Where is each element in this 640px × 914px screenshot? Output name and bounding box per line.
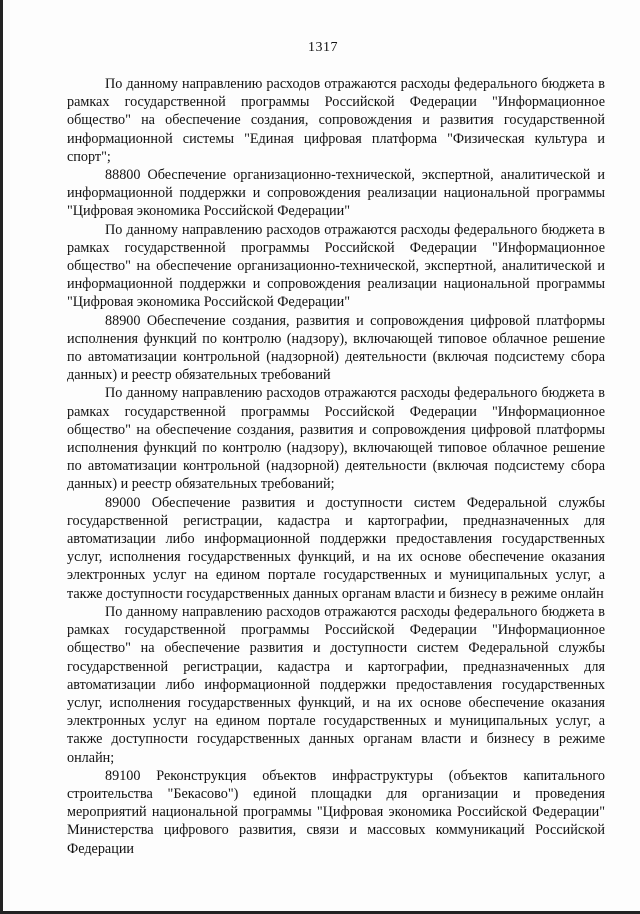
paragraph: По данному направлению расходов отражаются расходы федерального бюджета в рамках государственной программы Российской Федерации "Информационное общество" на обеспечение создания, развития и сопровождения цифровой платформы исполнения функций по контролю (надзору), включающей типовое облачное решение по автоматизации контрольной (надзорной) деятельности (включая подсистему сбора данных) и реестр обязательных требований; — [67, 385, 605, 493]
paragraph: 89000 Обеспечение развития и доступности систем Федеральной службы государственной регистрации, кадастра и картографии, предназначенных для автоматизации либо информационной поддержки предоставления государственных услуг, исполнения государственных функций, и на их основе обеспечение оказания электронных услуг на едином портале государственных и муниципальных услуг, а также доступности государственных данных органам власти и бизнесу в режиме онлайн — [67, 494, 605, 602]
paragraph: 88800 Обеспечение организационно-технической, экспертной, аналитической и информационной поддержки и сопровождения реализации национальной программы "Цифровая экономика Российской Федерации" — [67, 167, 605, 220]
paragraph: По данному направлению расходов отражаются расходы федерального бюджета в рамках государственной программы Российской Федерации "Информационное общество" на обеспечение развития и доступности систем Федеральной службы государственной регистрации, кадастра и картографии, предназначенных для автоматизации либо информационной поддержки предоставления государственных услуг, исполнения государственных функций, и на их основе обеспечение оказания электронных услуг на едином портале государственных и муниципальных услуг, а также доступности государственных данных органам власти и бизнесу в режиме онлайн; — [67, 603, 605, 766]
paragraph: По данному направлению расходов отражаются расходы федерального бюджета в рамках государственной программы Российской Федерации "Информационное общество" на обеспечение организационно-технической, экспертной, аналитической и информационной поддержки и сопровождения реализации национальной программы "Цифровая экономика Российской Федерации" — [67, 221, 605, 311]
paragraph: 89100 Реконструкция объектов инфраструктуры (объектов капитального строительства "Бекасово") единой площадки для организации и проведения мероприятий национальной программы "Цифровая экономика Российской Федерации" Министерства цифрового развития, связи и массовых коммуникаций Российской Федерации — [67, 767, 605, 857]
paragraph: 88900 Обеспечение создания, развития и сопровождения цифровой платформы исполнения функций по контролю (надзору), включающей типовое облачное решение по автоматизации контрольной (надзорной) деятельности (включая подсистему сбора данных) и реестр обязательных требований — [67, 312, 605, 384]
paragraph: По данному направлению расходов отражаются расходы федерального бюджета в рамках государственной программы Российской Федерации "Информационное общество" на обеспечение создания, сопровождения и развития государственной информационной системы "Единая цифровая платформа "Физическая культура и спорт"; — [67, 76, 605, 165]
document-body — [67, 75, 605, 858]
page-number: 1317 — [308, 40, 338, 55]
